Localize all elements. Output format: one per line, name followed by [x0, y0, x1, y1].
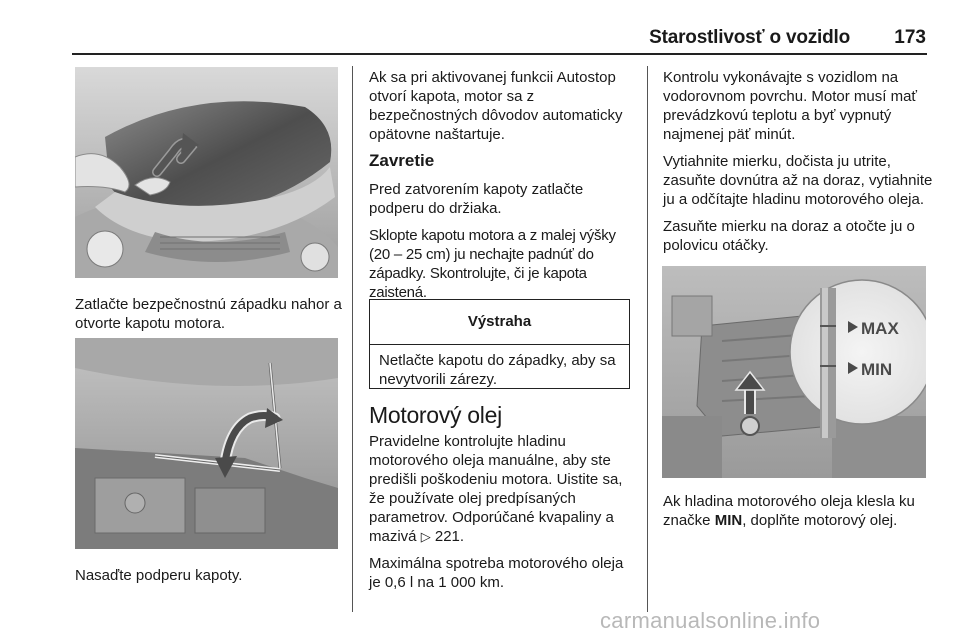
closing-instructions: [369, 180, 639, 310]
oil-check-steps: [663, 68, 933, 263]
hood-release-photo: [75, 67, 338, 278]
closing-heading: Zavretie: [369, 151, 435, 170]
caption-min-mark: MIN: [714, 512, 743, 529]
dipstick-min-label: MIN: [861, 360, 893, 379]
oil-check-text: Pravidelne kontrolujte hladinu motorového oleja manuálne, aby ste predišli poškodeniu motora. Uistite sa, že používate olej predpísaných parametrov. Odporúčané kvapaliny a mazivá: [369, 433, 623, 545]
engine-oil-heading: Motorový olej: [369, 402, 502, 428]
header-rule: [72, 53, 927, 55]
closing-paragraph-2: Sklopte kapotu motora a z malej výšky (20 – 25 cm) ju nechajte padnúť do západky. Skontrolujte, či je kapota zaistená.: [369, 227, 616, 301]
caption-text-before: Ak hladina motorového oleja klesla ku značke: [663, 493, 915, 529]
oil-check-paragraph: [369, 432, 639, 546]
oil-ref-page[interactable]: 221.: [434, 528, 465, 545]
hood-prop-photo: [75, 338, 338, 549]
engine-oil-text: [369, 432, 639, 600]
running-header-title: Starostlivosť o vozidlo: [649, 27, 850, 48]
column-divider-2: [647, 66, 648, 612]
warning-box: [369, 299, 630, 389]
caption-text-after: , doplňte motorový olej.: [742, 512, 898, 529]
oil-consumption-paragraph: Maximálna spotreba motorového oleja je 0,6 l na 1 000 km.: [369, 555, 624, 591]
warning-text: Netlačte kapotu do západky, aby sa nevytvorili zárezy.: [379, 352, 616, 388]
caption-hood-prop: Nasaďte podperu kapoty.: [75, 567, 243, 584]
dipstick-photo: [662, 266, 926, 478]
warning-title: Výstraha: [370, 300, 629, 345]
page-number: 173: [894, 27, 926, 48]
column-divider-1: [352, 66, 353, 612]
watermark: carmanualsonline.info: [600, 608, 821, 633]
step-paragraph-3: Zasuňte mierku na doraz a otočte ju o polovicu otáčky.: [663, 218, 915, 254]
step-paragraph-2: Vytiahnite mierku, dočista ju utrite, zasuňte dovnútra až na doraz, vytiahnite ju a odčítajte hladinu motorového oleja.: [663, 153, 933, 208]
autostop-note: Ak sa pri aktivovanej funkcii Autostop otvorí kapota, motor sa z bezpečnostných dôvodov automaticky opätovne naštartuje.: [369, 69, 623, 143]
dipstick-caption: [663, 492, 938, 530]
step-paragraph-1: Kontrolu vykonávajte s vozidlom na vodorovnom povrchu. Motor musí mať prevádzkovú teplotu a byť vypnutý najmenej päť minút.: [663, 69, 918, 143]
dipstick-max-label: MAX: [861, 319, 899, 338]
caption-hood-release: Zatlačte bezpečnostnú západku nahor a otvorte kapotu motora.: [75, 296, 342, 332]
page-ref-icon: ▷: [420, 529, 431, 544]
closing-paragraph-1: Pred zatvorením kapoty zatlačte podperu do držiaka.: [369, 181, 584, 217]
